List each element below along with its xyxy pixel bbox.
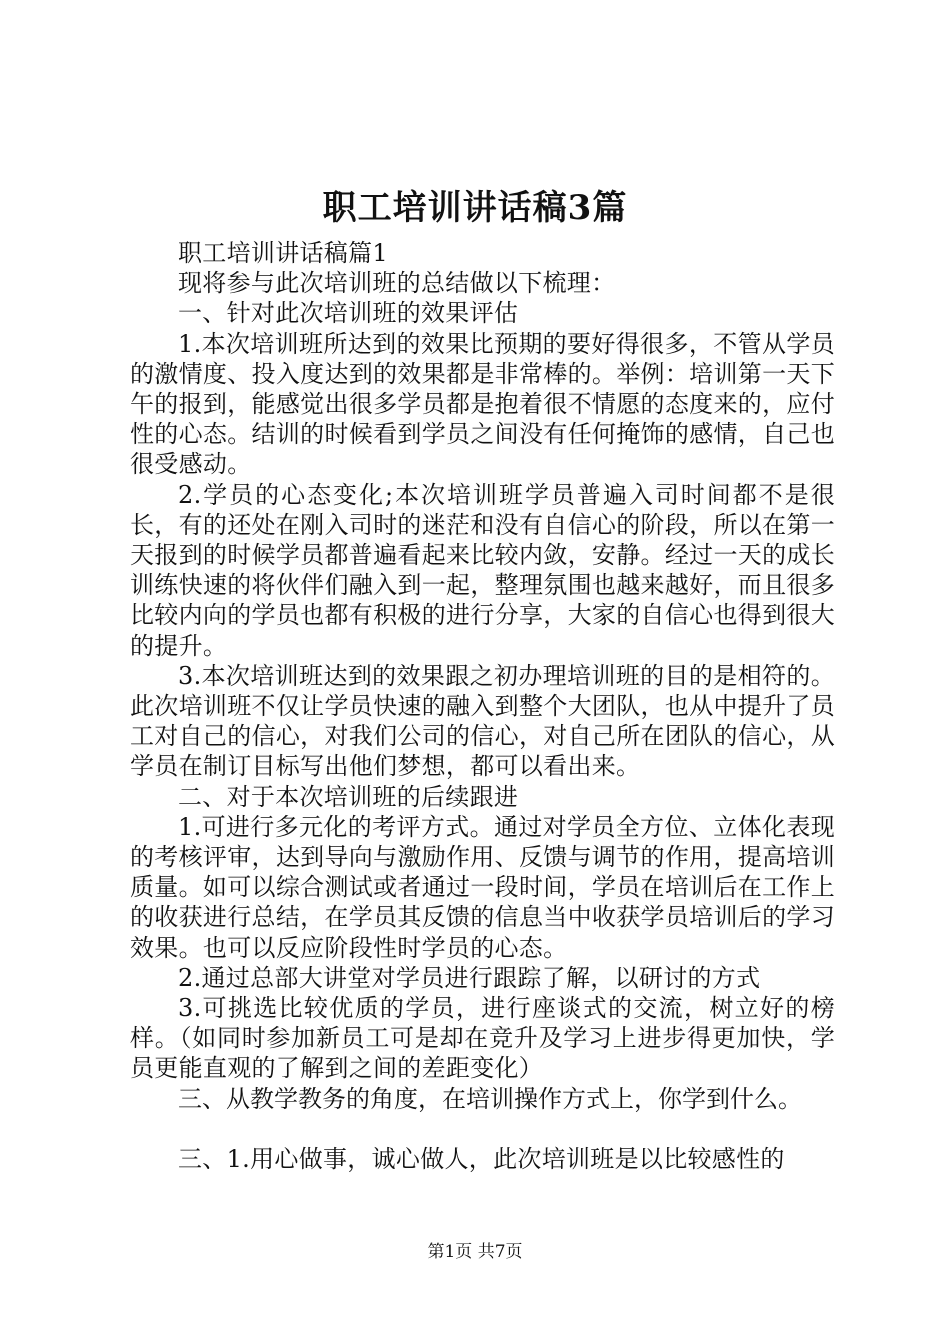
- body-paragraph: 2.通过总部大讲堂对学员进行跟踪了解，以研讨的方式: [178, 963, 761, 992]
- body-paragraph: 1.可进行多元化的考评方式。通过对学员全方位、立体化表现的考核评审，达到导向与激励作用、反馈与调节的作用，提高培训质量。如可以综合测试或者通过一段时间，学员在培训后在工作上的收获进行总结，在学员其反馈的信息当中收获学员培训后的学习效果。也可以反应阶段性时学员的心态。: [130, 812, 835, 962]
- section-heading: 二、对于本次培训班的后续跟进: [178, 782, 519, 811]
- body-paragraph: 3.本次培训班达到的效果跟之初办理培训班的目的是相符的。此次培训班不仅让学员快速的融入到整个大团队，也从中提升了员工对自己的信心，对我们公司的信心，对自己所在团队的信心，从学员在制订目标写出他们梦想，都可以看出来。: [130, 661, 835, 781]
- page-number: 第1页 共7页: [427, 1242, 523, 1262]
- body-paragraph: 2.学员的心态变化;本次培训班学员普遍入司时间都不是很长，有的还处在刚入司时的迷茫和没有自信心的阶段，所以在第一天报到的时候学员都普遍看起来比较内敛，安静。经过一天的成长训练快速的将伙伴们融入到一起，整理氛围也越来越好，而且很多比较内向的学员也都有积极的进行分享，大家的自信心也得到很大的提升。: [130, 480, 835, 660]
- section-heading: 职工培训讲话稿篇1: [178, 239, 388, 267]
- section-heading: 一、针对此次培训班的效果评估: [178, 299, 519, 328]
- document-body: [130, 238, 835, 1174]
- body-paragraph: 三、1.用心做事，诚心做人，此次培训班是以比较感性的: [178, 1144, 785, 1173]
- intro-paragraph: 现将参与此次培训班的总结做以下梳理：: [178, 269, 616, 298]
- page-footer: [0, 1240, 950, 1264]
- body-paragraph: 3.可挑选比较优质的学员，进行座谈式的交流，树立好的榜样。（如同时参加新员工可是却在竞升及学习上进步得更加快，学员更能直观的了解到之间的差距变化）: [130, 994, 835, 1083]
- body-paragraph: 1.本次培训班所达到的效果比预期的要好得很多，不管从学员的激情度、投入度达到的效果都是非常棒的。举例：培训第一天下午的报到，能感觉出很多学员都是抱着很不情愿的态度来的，应付性的心态。结训的时候看到学员之间没有任何掩饰的感情，自己也很受感动。: [130, 329, 835, 479]
- section-heading: 三、从教学教务的角度，在培训操作方式上，你学到什么。: [178, 1084, 802, 1113]
- document-title: 职工培训讲话稿3篇: [322, 188, 628, 228]
